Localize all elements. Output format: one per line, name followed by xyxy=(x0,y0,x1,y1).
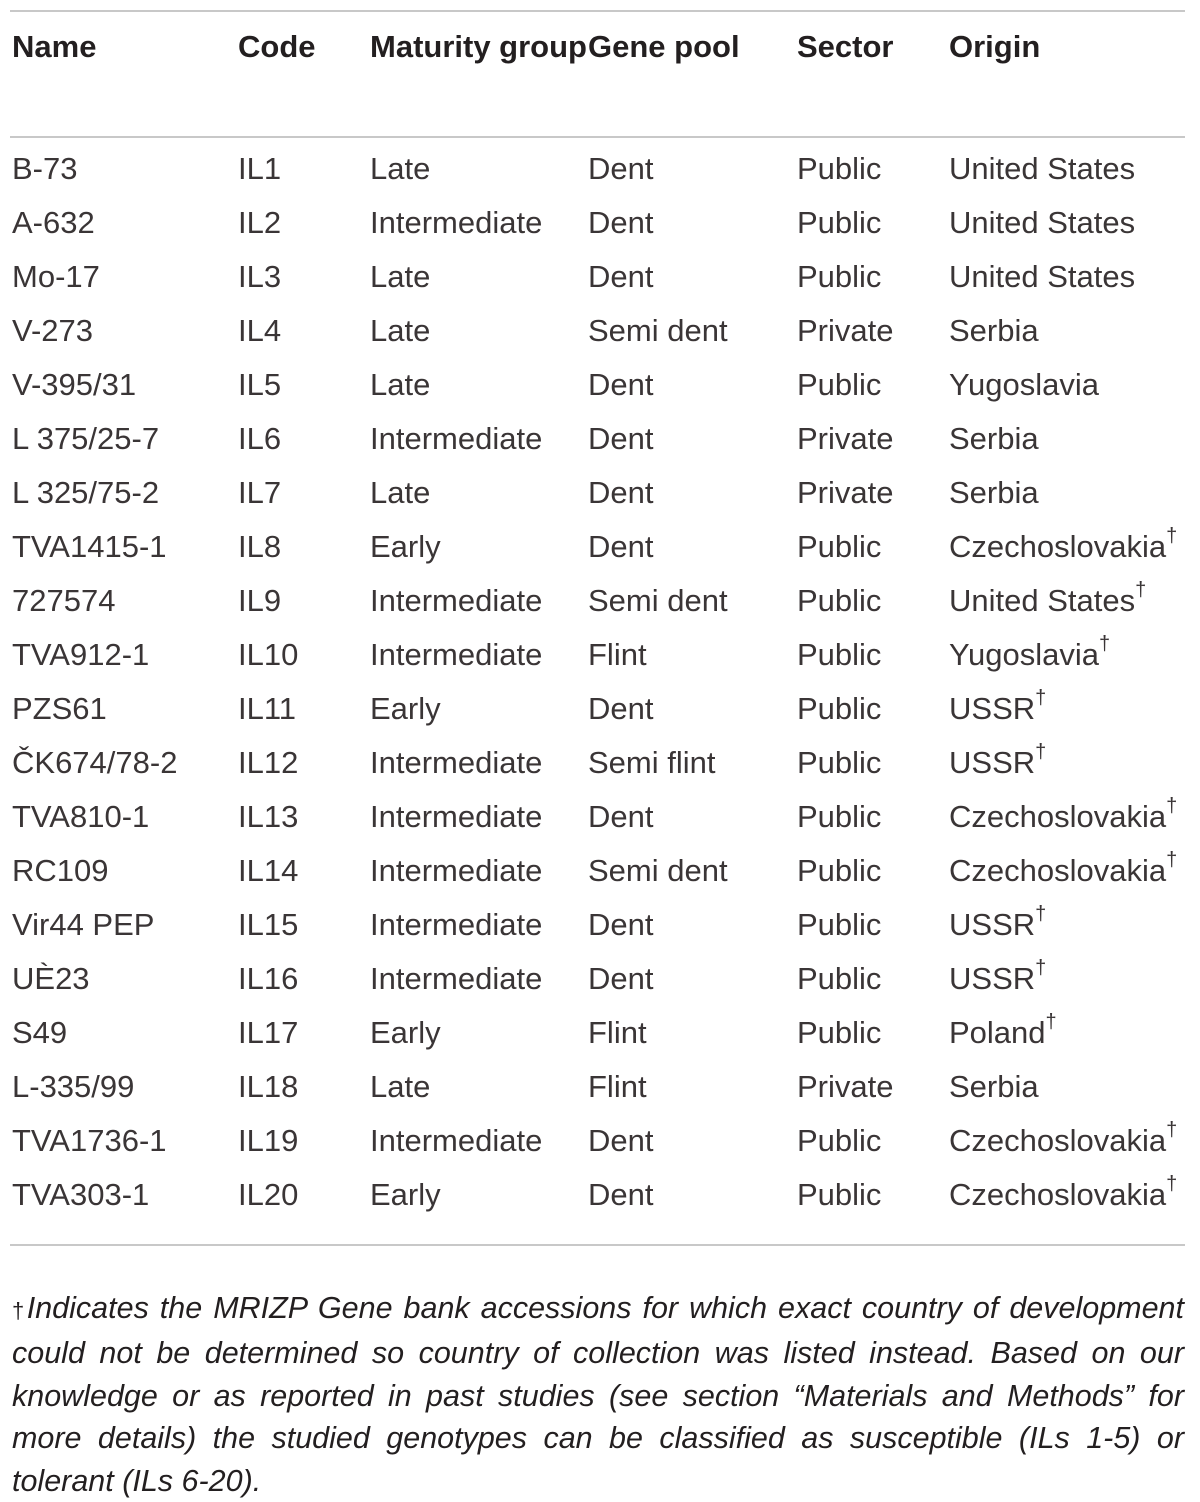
cell-name xyxy=(12,304,238,358)
cell-gene-pool xyxy=(588,844,797,898)
cell-gene-pool xyxy=(588,412,797,466)
cell-sector xyxy=(797,1114,949,1168)
cell-origin-text: United States xyxy=(949,583,1135,618)
footnote-text: Indicates the MRIZP Gene bank accessions for which exact country of development could not be determined so country of collection was listed instead. Based on our knowledge or as reported in past studies (see section “Materials and Methods” for more details) the studied genotypes can be classified as susceptible (ILs 1-5) or tolerant (ILs 6-20). xyxy=(12,1291,1184,1498)
cell-maturity-text: Late xyxy=(370,367,430,402)
cell-origin xyxy=(949,898,1189,952)
table-footnote xyxy=(12,1287,1184,1502)
cell-code xyxy=(238,1114,370,1168)
cell-code-text: IL19 xyxy=(238,1123,298,1158)
cell-code-text: IL12 xyxy=(238,745,298,780)
cell-code xyxy=(238,1168,370,1222)
dagger-mark: † xyxy=(1166,525,1177,547)
cell-maturity xyxy=(370,790,588,844)
cell-maturity xyxy=(370,574,588,628)
cell-name-text: S49 xyxy=(12,1015,67,1050)
cell-gene-pool-text: Dent xyxy=(588,205,653,240)
cell-gene-pool-text: Semi dent xyxy=(588,853,728,888)
cell-gene-pool-text: Dent xyxy=(588,151,653,186)
cell-code xyxy=(238,898,370,952)
cell-sector xyxy=(797,250,949,304)
dagger-mark: † xyxy=(1166,1173,1177,1195)
cell-code xyxy=(238,196,370,250)
cell-sector-text: Public xyxy=(797,367,881,402)
cell-sector xyxy=(797,628,949,682)
cell-gene-pool xyxy=(588,358,797,412)
cell-code-text: IL10 xyxy=(238,637,298,672)
cell-sector-text: Public xyxy=(797,259,881,294)
cell-name-text: L-335/99 xyxy=(12,1069,134,1104)
cell-gene-pool-text: Flint xyxy=(588,1069,647,1104)
cell-name-text: L 325/75-2 xyxy=(12,475,159,510)
cell-name xyxy=(12,1060,238,1114)
cell-name xyxy=(12,1168,238,1222)
cell-sector xyxy=(797,898,949,952)
dagger-mark: † xyxy=(1035,903,1046,925)
cell-sector xyxy=(797,358,949,412)
table-row xyxy=(12,790,1189,844)
cell-code xyxy=(238,574,370,628)
cell-gene-pool-text: Dent xyxy=(588,421,653,456)
cell-name xyxy=(12,1114,238,1168)
cell-gene-pool xyxy=(588,142,797,196)
cell-origin xyxy=(949,520,1189,574)
cell-origin xyxy=(949,412,1189,466)
table-row xyxy=(12,466,1189,520)
cell-sector-text: Private xyxy=(797,313,893,348)
cell-sector xyxy=(797,304,949,358)
table-row xyxy=(12,1114,1189,1168)
cell-origin-text: Czechoslovakia xyxy=(949,799,1166,834)
cell-name xyxy=(12,736,238,790)
cell-name-text: UÈ23 xyxy=(12,961,90,996)
cell-name-text: ČK674/78-2 xyxy=(12,745,177,780)
column-header-maturity: Maturity group xyxy=(370,24,588,142)
dagger-mark: † xyxy=(1046,1011,1057,1033)
cell-maturity-text: Intermediate xyxy=(370,1123,542,1158)
cell-origin-text: Czechoslovakia xyxy=(949,1177,1166,1212)
cell-code-text: IL2 xyxy=(238,205,281,240)
cell-sector-text: Public xyxy=(797,1123,881,1158)
cell-gene-pool xyxy=(588,250,797,304)
cell-maturity-text: Intermediate xyxy=(370,583,542,618)
column-header-sector: Sector xyxy=(797,24,949,142)
cell-maturity xyxy=(370,142,588,196)
cell-origin-text: Czechoslovakia xyxy=(949,529,1166,564)
cell-maturity-text: Early xyxy=(370,1177,441,1212)
cell-code-text: IL3 xyxy=(238,259,281,294)
cell-origin-text: United States xyxy=(949,205,1135,240)
cell-sector-text: Public xyxy=(797,205,881,240)
cell-origin xyxy=(949,628,1189,682)
cell-gene-pool xyxy=(588,1114,797,1168)
cell-code-text: IL20 xyxy=(238,1177,298,1212)
cell-origin xyxy=(949,574,1189,628)
cell-maturity xyxy=(370,628,588,682)
table-row xyxy=(12,574,1189,628)
cell-sector-text: Public xyxy=(797,637,881,672)
cell-maturity-text: Early xyxy=(370,529,441,564)
cell-code-text: IL4 xyxy=(238,313,281,348)
cell-origin xyxy=(949,196,1189,250)
cell-code-text: IL17 xyxy=(238,1015,298,1050)
cell-maturity xyxy=(370,682,588,736)
cell-sector-text: Public xyxy=(797,961,881,996)
cell-code-text: IL7 xyxy=(238,475,281,510)
cell-sector xyxy=(797,952,949,1006)
cell-name-text: B-73 xyxy=(12,151,77,186)
cell-sector-text: Public xyxy=(797,151,881,186)
column-header-name: Name xyxy=(12,24,238,142)
table-row xyxy=(12,952,1189,1006)
cell-maturity xyxy=(370,520,588,574)
cell-sector-text: Private xyxy=(797,421,893,456)
table-row xyxy=(12,682,1189,736)
table-row xyxy=(12,358,1189,412)
cell-maturity xyxy=(370,898,588,952)
dagger-mark: † xyxy=(1166,1119,1177,1141)
cell-gene-pool-text: Dent xyxy=(588,691,653,726)
table-body xyxy=(12,142,1189,1222)
cell-sector xyxy=(797,1006,949,1060)
table-row xyxy=(12,1168,1189,1222)
cell-name-text: L 375/25-7 xyxy=(12,421,159,456)
cell-origin xyxy=(949,1114,1189,1168)
cell-sector xyxy=(797,520,949,574)
header-row xyxy=(12,24,1189,142)
cell-code xyxy=(238,736,370,790)
cell-sector-text: Public xyxy=(797,1015,881,1050)
cell-maturity-text: Intermediate xyxy=(370,961,542,996)
table-row xyxy=(12,736,1189,790)
cell-sector xyxy=(797,142,949,196)
cell-origin-text: Poland xyxy=(949,1015,1046,1050)
cell-origin xyxy=(949,250,1189,304)
cell-code-text: IL1 xyxy=(238,151,281,186)
cell-origin-text: Serbia xyxy=(949,475,1039,510)
cell-origin xyxy=(949,1006,1189,1060)
cell-sector xyxy=(797,466,949,520)
cell-origin-text: Serbia xyxy=(949,313,1039,348)
cell-gene-pool-text: Dent xyxy=(588,1123,653,1158)
cell-maturity-text: Late xyxy=(370,475,430,510)
cell-sector xyxy=(797,1168,949,1222)
cell-gene-pool-text: Dent xyxy=(588,529,653,564)
cell-sector xyxy=(797,574,949,628)
cell-origin-text: USSR xyxy=(949,745,1035,780)
table-row xyxy=(12,142,1189,196)
table-row xyxy=(12,898,1189,952)
genotype-table xyxy=(12,24,1189,1222)
dagger-mark: † xyxy=(1166,849,1177,871)
cell-origin xyxy=(949,952,1189,1006)
cell-maturity-text: Early xyxy=(370,691,441,726)
table-row xyxy=(12,628,1189,682)
cell-sector-text: Public xyxy=(797,745,881,780)
cell-origin xyxy=(949,844,1189,898)
cell-name-text: V-273 xyxy=(12,313,93,348)
cell-gene-pool-text: Dent xyxy=(588,1177,653,1212)
cell-maturity-text: Late xyxy=(370,1069,430,1104)
cell-gene-pool xyxy=(588,790,797,844)
cell-name xyxy=(12,196,238,250)
cell-origin-text: Serbia xyxy=(949,1069,1039,1104)
cell-gene-pool xyxy=(588,1168,797,1222)
cell-name xyxy=(12,574,238,628)
cell-gene-pool xyxy=(588,628,797,682)
cell-origin-text: USSR xyxy=(949,961,1035,996)
cell-gene-pool-text: Dent xyxy=(588,367,653,402)
cell-maturity xyxy=(370,1060,588,1114)
cell-gene-pool xyxy=(588,898,797,952)
cell-maturity-text: Intermediate xyxy=(370,421,542,456)
cell-origin-text: Czechoslovakia xyxy=(949,1123,1166,1158)
cell-code xyxy=(238,844,370,898)
cell-name xyxy=(12,466,238,520)
cell-name-text: TVA303-1 xyxy=(12,1177,149,1212)
cell-origin xyxy=(949,790,1189,844)
column-header-code: Code xyxy=(238,24,370,142)
cell-gene-pool-text: Flint xyxy=(588,1015,647,1050)
cell-name-text: TVA912-1 xyxy=(12,637,149,672)
table-row xyxy=(12,1006,1189,1060)
cell-code xyxy=(238,952,370,1006)
cell-name xyxy=(12,1006,238,1060)
column-header-gene-pool: Gene pool xyxy=(588,24,797,142)
cell-sector xyxy=(797,1060,949,1114)
cell-origin-text: Czechoslovakia xyxy=(949,853,1166,888)
cell-origin xyxy=(949,682,1189,736)
cell-gene-pool xyxy=(588,1060,797,1114)
dagger-mark: † xyxy=(1099,633,1110,655)
dagger-mark: † xyxy=(1166,795,1177,817)
dagger-mark: † xyxy=(1035,741,1046,763)
cell-code xyxy=(238,682,370,736)
cell-origin xyxy=(949,1060,1189,1114)
cell-maturity xyxy=(370,304,588,358)
cell-sector-text: Private xyxy=(797,1069,893,1104)
cell-maturity-text: Late xyxy=(370,259,430,294)
cell-name-text: Mo-17 xyxy=(12,259,100,294)
cell-name-text: 727574 xyxy=(12,583,115,618)
table-row xyxy=(12,520,1189,574)
cell-gene-pool-text: Dent xyxy=(588,259,653,294)
cell-maturity xyxy=(370,358,588,412)
cell-name xyxy=(12,898,238,952)
cell-code xyxy=(238,1006,370,1060)
cell-name xyxy=(12,628,238,682)
cell-sector-text: Private xyxy=(797,475,893,510)
cell-code-text: IL9 xyxy=(238,583,281,618)
cell-sector xyxy=(797,844,949,898)
cell-sector xyxy=(797,196,949,250)
cell-maturity-text: Early xyxy=(370,1015,441,1050)
cell-code xyxy=(238,142,370,196)
cell-origin-text: United States xyxy=(949,259,1135,294)
cell-maturity xyxy=(370,250,588,304)
cell-maturity-text: Intermediate xyxy=(370,907,542,942)
cell-sector-text: Public xyxy=(797,529,881,564)
cell-sector-text: Public xyxy=(797,853,881,888)
cell-maturity xyxy=(370,736,588,790)
cell-maturity xyxy=(370,412,588,466)
cell-origin-text: USSR xyxy=(949,907,1035,942)
cell-origin-text: Serbia xyxy=(949,421,1039,456)
cell-origin xyxy=(949,736,1189,790)
cell-gene-pool xyxy=(588,736,797,790)
cell-name xyxy=(12,844,238,898)
cell-origin xyxy=(949,1168,1189,1222)
cell-gene-pool-text: Semi dent xyxy=(588,583,728,618)
cell-gene-pool xyxy=(588,520,797,574)
cell-sector xyxy=(797,790,949,844)
table-row xyxy=(12,304,1189,358)
cell-maturity xyxy=(370,466,588,520)
cell-gene-pool xyxy=(588,574,797,628)
cell-name xyxy=(12,142,238,196)
cell-code xyxy=(238,628,370,682)
cell-sector-text: Public xyxy=(797,583,881,618)
cell-gene-pool-text: Semi flint xyxy=(588,745,715,780)
cell-name xyxy=(12,520,238,574)
cell-code-text: IL15 xyxy=(238,907,298,942)
cell-gene-pool xyxy=(588,196,797,250)
cell-origin xyxy=(949,466,1189,520)
cell-name-text: TVA810-1 xyxy=(12,799,149,834)
bottom-rule xyxy=(10,1244,1185,1246)
cell-code-text: IL6 xyxy=(238,421,281,456)
table-row xyxy=(12,844,1189,898)
cell-maturity-text: Intermediate xyxy=(370,799,542,834)
cell-name-text: RC109 xyxy=(12,853,109,888)
cell-gene-pool-text: Dent xyxy=(588,799,653,834)
cell-maturity xyxy=(370,844,588,898)
cell-name xyxy=(12,358,238,412)
table-row xyxy=(12,412,1189,466)
cell-code-text: IL11 xyxy=(238,691,296,726)
cell-code xyxy=(238,520,370,574)
top-rule xyxy=(10,10,1185,12)
cell-code xyxy=(238,1060,370,1114)
cell-origin xyxy=(949,142,1189,196)
cell-maturity-text: Late xyxy=(370,313,430,348)
cell-sector xyxy=(797,736,949,790)
cell-name xyxy=(12,250,238,304)
cell-name xyxy=(12,952,238,1006)
dagger-mark: † xyxy=(1035,687,1046,709)
cell-origin xyxy=(949,304,1189,358)
cell-gene-pool-text: Dent xyxy=(588,475,653,510)
cell-gene-pool xyxy=(588,466,797,520)
cell-gene-pool-text: Dent xyxy=(588,961,653,996)
cell-code xyxy=(238,466,370,520)
cell-maturity-text: Late xyxy=(370,151,430,186)
cell-code xyxy=(238,790,370,844)
cell-origin-text: United States xyxy=(949,151,1135,186)
cell-origin-text: Yugoslavia xyxy=(949,367,1099,402)
cell-maturity-text: Intermediate xyxy=(370,637,542,672)
cell-name-text: PZS61 xyxy=(12,691,107,726)
cell-gene-pool xyxy=(588,304,797,358)
dagger-mark: † xyxy=(1135,579,1146,601)
cell-maturity xyxy=(370,1168,588,1222)
cell-sector xyxy=(797,412,949,466)
cell-gene-pool-text: Semi dent xyxy=(588,313,728,348)
cell-maturity xyxy=(370,1006,588,1060)
cell-code xyxy=(238,412,370,466)
cell-name-text: A-632 xyxy=(12,205,95,240)
footnote-dagger: † xyxy=(12,1298,27,1323)
table-row xyxy=(12,196,1189,250)
cell-origin xyxy=(949,358,1189,412)
cell-name xyxy=(12,790,238,844)
cell-gene-pool xyxy=(588,682,797,736)
cell-maturity-text: Intermediate xyxy=(370,205,542,240)
cell-maturity xyxy=(370,196,588,250)
cell-name xyxy=(12,412,238,466)
cell-origin-text: USSR xyxy=(949,691,1035,726)
cell-sector xyxy=(797,682,949,736)
cell-code-text: IL5 xyxy=(238,367,281,402)
cell-gene-pool-text: Dent xyxy=(588,907,653,942)
cell-code xyxy=(238,358,370,412)
cell-name-text: V-395/31 xyxy=(12,367,136,402)
cell-code-text: IL14 xyxy=(238,853,298,888)
cell-code-text: IL8 xyxy=(238,529,281,564)
cell-name xyxy=(12,682,238,736)
cell-maturity-text: Intermediate xyxy=(370,853,542,888)
cell-maturity-text: Intermediate xyxy=(370,745,542,780)
cell-code-text: IL13 xyxy=(238,799,298,834)
cell-sector-text: Public xyxy=(797,1177,881,1212)
table-row xyxy=(12,1060,1189,1114)
cell-code-text: IL16 xyxy=(238,961,298,996)
column-header-origin: Origin xyxy=(949,24,1189,142)
cell-code xyxy=(238,304,370,358)
cell-gene-pool xyxy=(588,952,797,1006)
dagger-mark: † xyxy=(1035,957,1046,979)
cell-sector-text: Public xyxy=(797,907,881,942)
table-row xyxy=(12,250,1189,304)
cell-name-text: Vir44 PEP xyxy=(12,907,154,942)
cell-name-text: TVA1415-1 xyxy=(12,529,167,564)
cell-gene-pool-text: Flint xyxy=(588,637,647,672)
cell-origin-text: Yugoslavia xyxy=(949,637,1099,672)
cell-maturity xyxy=(370,1114,588,1168)
cell-gene-pool xyxy=(588,1006,797,1060)
cell-sector-text: Public xyxy=(797,799,881,834)
cell-code xyxy=(238,250,370,304)
cell-sector-text: Public xyxy=(797,691,881,726)
cell-code-text: IL18 xyxy=(238,1069,298,1104)
cell-name-text: TVA1736-1 xyxy=(12,1123,167,1158)
cell-maturity xyxy=(370,952,588,1006)
